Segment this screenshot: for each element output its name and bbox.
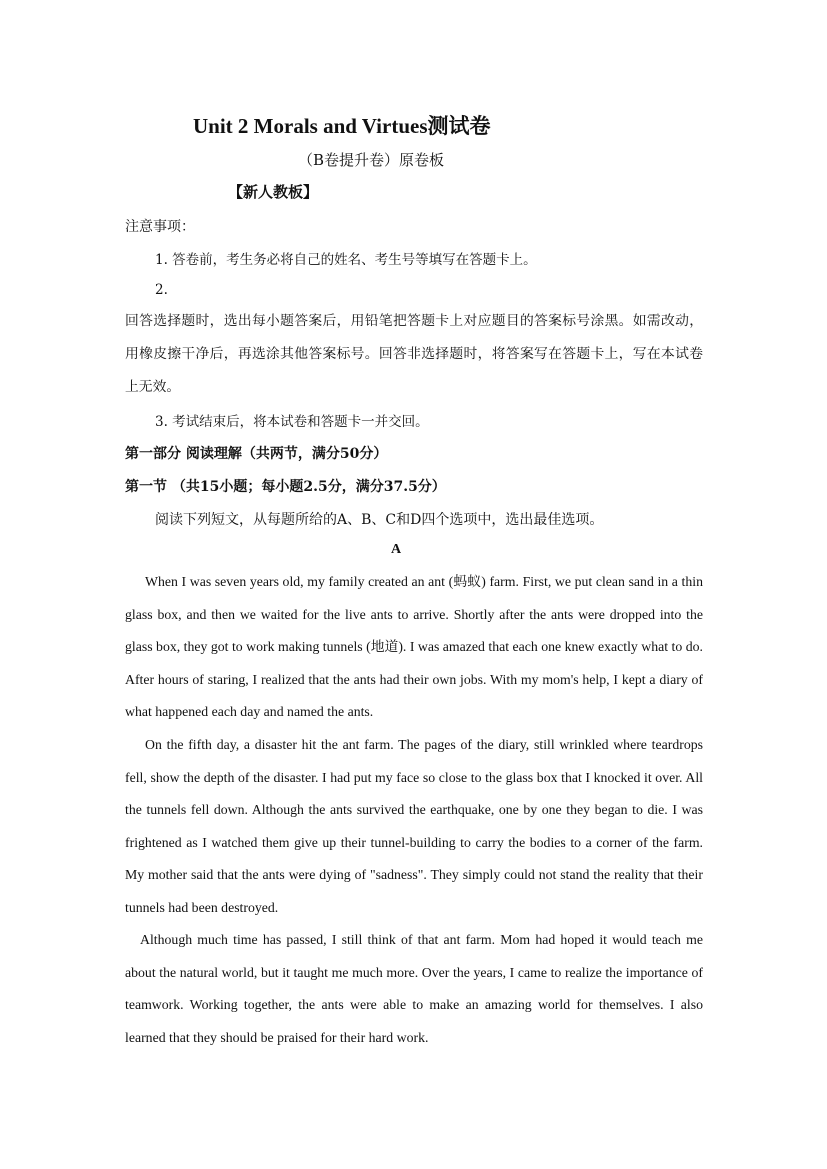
edition-label: 【新人教板】 (228, 183, 319, 201)
notice-item-2-text: 回答选择题时，选出每小题答案后，用铅笔把答题卡上对应题目的答案标号涂黑。如需改动，用橡皮擦干净后，再选涂其他答案标号。回答非选择题时，将答案写在答题卡上，写在本试卷上无效。 (125, 313, 703, 395)
notice-heading: 注意事项： (125, 219, 195, 235)
document-subtitle: （B卷提升卷）原卷板 (298, 151, 445, 169)
passage-paragraph (125, 729, 703, 924)
passage-label: A (391, 542, 402, 557)
reading-instruction: 阅读下列短文，从每题所给的A、B、C和D四个选项中，选出最佳选项。 (155, 512, 604, 528)
notice-item-1: 1. 答卷前，考生务必将自己的姓名、考生号等填写在答题卡上。 (155, 252, 537, 268)
passage-paragraph-text: Although much time has passed, I still think of that ant farm. Mom had hoped it would teach me about the natural world, but it taught me much more. Over the years, I came to realize the importance of teamwork. Working together, the ants were able to make an amazing world for themselves. I also learned that they should be praised for their hard work. (125, 932, 703, 1045)
document-title: Unit 2 Morals and Virtues测试卷 (193, 114, 491, 138)
passage-paragraph-text: On the fifth day, a disaster hit the ant farm. The pages of the diary, still wrinkled where teardrops fell, show the depth of the disaster. I had put my face so close to the glass box that I knocked it over. All the tunnels fell down. Although the ants survived the earthquake, one by one they began to die. I was frightened as I watched them give up their tunnel-building to carry the bodies to a corner of the farm. My mother said that the ants were dying of "sadness". They simply could not stand the reality that their tunnels had been destroyed. (125, 737, 703, 915)
passage-paragraph (125, 924, 703, 1054)
part-heading: 第一部分 阅读理解（共两节，满分50分） (125, 446, 388, 462)
notice-item-2-number: 2. (155, 282, 168, 298)
notice-item-3: 3. 考试结束后，将本试卷和答题卡一并交回。 (155, 414, 429, 430)
passage-paragraph (125, 566, 703, 729)
passage-paragraph-text: When I was seven years old, my family created an ant (蚂蚁) farm. First, we put clean sand in a thin glass box, and then we waited for the live ants to arrive. Shortly after the ants were dropped into the glass box, they got to work making tunnels (地道). I was amazed that each one knew exactly what to do. After hours of staring, I realized that the ants had their own jobs. With my mom's help, I kept a diary of what happened each day and named the ants. (125, 574, 703, 719)
section-heading: 第一节 （共15小题；每小题2.5分，满分37.5分） (125, 479, 446, 495)
